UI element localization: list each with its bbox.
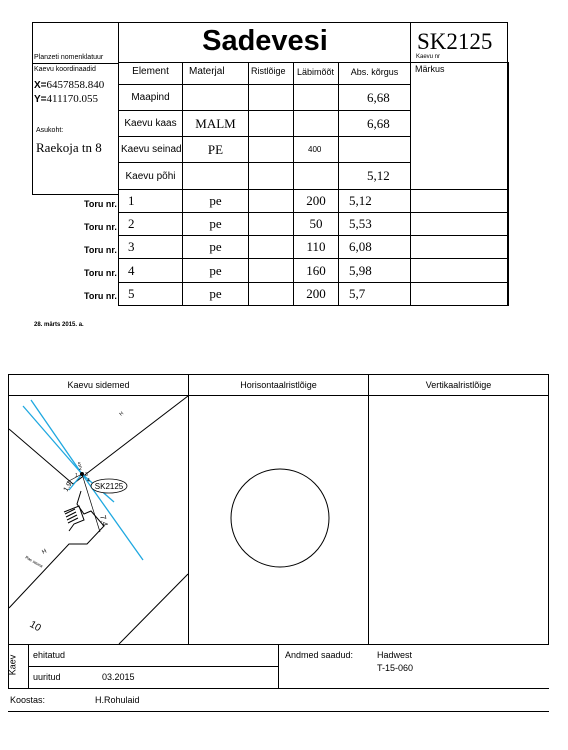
element-row: Maapind 6,68 xyxy=(119,85,509,111)
col-abs-level: Abs. kõrgus xyxy=(339,63,411,85)
pipe-number: 5 xyxy=(78,462,81,468)
pipe-label: Toru nr. xyxy=(84,268,117,278)
y-coordinate xyxy=(34,93,98,105)
pipe-row: 3 pe 110 6,08 xyxy=(119,236,509,259)
vertical-section-title: Vertikaalristlõige xyxy=(425,380,492,390)
pipe-label: Toru nr. xyxy=(84,291,117,301)
element-row: Kaevu põhi 5,12 xyxy=(119,163,509,190)
distance-a: 1.9 xyxy=(62,481,74,493)
location-label: Asukoht: xyxy=(36,127,64,134)
built-label: ehitatud xyxy=(33,650,66,660)
element-row: Kaevu kaas MALM 6,68 xyxy=(119,111,509,137)
x-coordinate xyxy=(34,79,104,91)
well-point xyxy=(80,472,84,476)
pipe-row: 1 pe 200 5,12 xyxy=(119,190,509,213)
coordinates-label: Kaevu koordinaadid xyxy=(34,66,96,73)
pipe-number: 1 xyxy=(75,473,78,479)
horizontal-section-drawing xyxy=(189,396,368,644)
compiler-name: H.Rohulaid xyxy=(95,695,140,705)
pipe-label: Toru nr. xyxy=(84,199,117,209)
horizontal-section-title: Horisontaalristlõige xyxy=(240,380,317,390)
data-from-label: Andmed saadud: xyxy=(285,650,354,660)
element-row: Kaevu seinad PE 400 xyxy=(119,137,509,163)
building-outline xyxy=(119,574,188,644)
well-label: SK2125 xyxy=(94,482,124,491)
pipe-row: 5 pe 200 5,7 xyxy=(119,283,509,306)
data-from-value: Hadwest xyxy=(377,650,413,660)
pipe-row: 2 pe 50 5,53 xyxy=(119,213,509,236)
well-side-label: Kaev xyxy=(7,654,18,676)
pipe-number: 3 xyxy=(85,472,88,478)
data-from-code: T-15-060 xyxy=(377,663,414,673)
col-remark: Märkus xyxy=(411,63,509,190)
surveyed-label: uuritud xyxy=(33,672,61,682)
pipe-label: Toru nr. xyxy=(84,245,117,255)
building-outline xyxy=(9,396,188,484)
house-sublabel: Rae sauna xyxy=(24,554,44,569)
pipe-label: Toru nr. xyxy=(84,222,117,232)
x-prefix: X= xyxy=(34,80,47,91)
plot-number: 10 xyxy=(27,619,43,635)
col-material: Materjal xyxy=(183,63,249,85)
nomenclature-label: Planzeti nomenklatuur xyxy=(34,54,104,61)
page-title: Sadevesi xyxy=(202,25,328,57)
upper-plot-label: H xyxy=(118,410,126,418)
location-value: Raekoja tn 8 xyxy=(36,140,102,155)
sketch-title: Kaevu sidemed xyxy=(67,380,130,390)
pipe-lines xyxy=(23,400,143,560)
pipe-row: 4 pe 160 5,98 xyxy=(119,259,509,283)
distance-b: 7.4 xyxy=(98,514,110,528)
well-location-sketch xyxy=(9,396,188,644)
pipe-number: 2 xyxy=(79,466,82,472)
pipe-number: 4 xyxy=(87,478,90,484)
compiler-label: Koostas: xyxy=(10,695,46,705)
surveyed-date: 03.2015 xyxy=(102,672,135,682)
house-label: H xyxy=(41,548,48,556)
element-table xyxy=(118,62,509,306)
well-number-label: Kaevu nr xyxy=(416,54,441,60)
y-value: 411170.055 xyxy=(46,93,98,105)
col-cross-section: Ristlõige xyxy=(249,63,294,85)
well-number: SK2125 xyxy=(417,29,493,54)
well-circle xyxy=(231,469,329,567)
document-date: 28. märts 2015. a. xyxy=(34,322,84,328)
x-value: 6457858.840 xyxy=(46,79,105,91)
col-element: Element xyxy=(119,63,183,85)
plot-boundary xyxy=(9,491,104,608)
y-prefix: Y= xyxy=(34,94,47,105)
col-diameter: Läbimõõt xyxy=(294,63,339,85)
